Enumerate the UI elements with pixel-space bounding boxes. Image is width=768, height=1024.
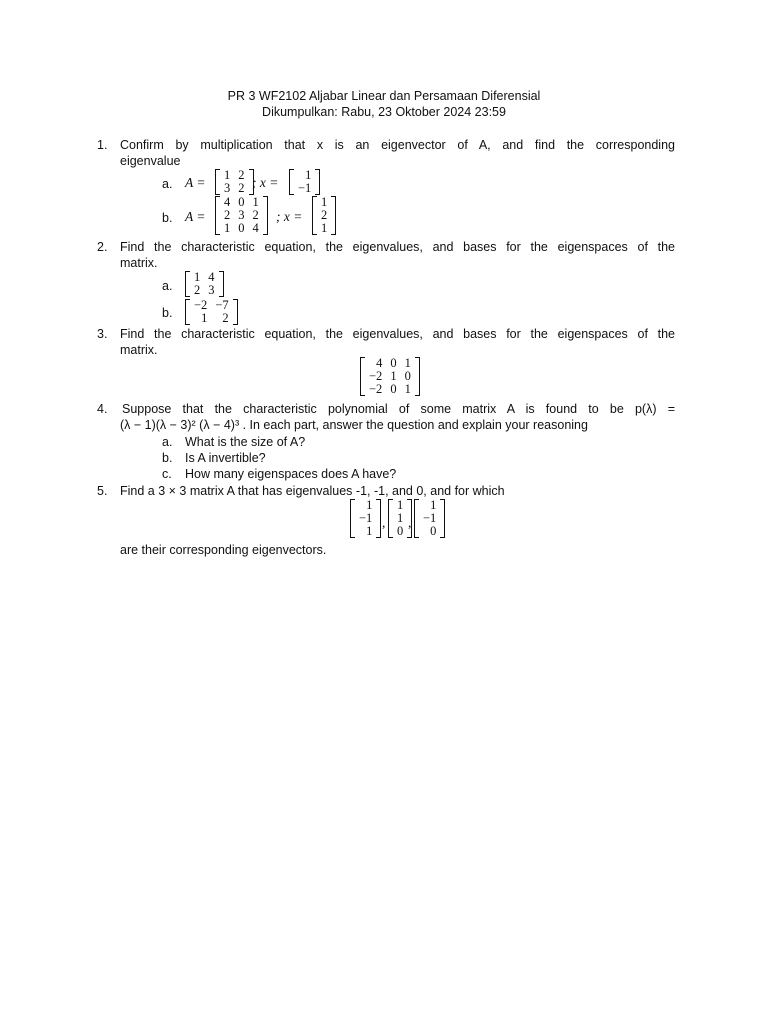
q4a-label: a.: [162, 435, 173, 449]
q3-number: 3.: [97, 327, 108, 341]
matrix-entry: 1: [404, 382, 411, 396]
q1b-matrix-A: [215, 196, 268, 235]
q5-eigenvector-1: [350, 499, 381, 538]
q1a-matrix-A: [215, 169, 254, 195]
matrix-entry: 0: [390, 382, 397, 396]
matrix-entry: −2: [369, 369, 383, 383]
q2-number: 2.: [97, 240, 108, 254]
q5-number: 5.: [97, 484, 108, 498]
matrix-entry: 4: [376, 356, 383, 370]
q4c-text: How many eigenspaces does A have?: [185, 467, 397, 481]
matrix-entry: 1: [397, 511, 404, 525]
q2a-matrix: [185, 271, 224, 297]
q3-text-line2: matrix.: [120, 343, 158, 357]
q3-matrix: [360, 357, 420, 396]
q5-text-line2: are their corresponding eigenvectors.: [120, 543, 327, 557]
matrix-entry: 2: [252, 208, 259, 222]
q2b-matrix: [185, 299, 238, 325]
matrix-entry: −2: [369, 382, 383, 396]
matrix-entry: −1: [359, 511, 373, 525]
matrix-entry: 3: [238, 208, 245, 222]
q4-text-line1: Suppose that the characteristic polynomial of some matrix A is found to be p(λ) =: [122, 402, 675, 416]
matrix-entry: 2: [222, 311, 229, 325]
matrix-entry: 1: [404, 356, 411, 370]
matrix-entry: −7: [215, 298, 229, 312]
matrix-entry: 1: [390, 369, 397, 383]
document-title: PR 3 WF2102 Aljabar Linear dan Persamaan Diferensial: [227, 89, 541, 103]
matrix-entry: 2: [194, 283, 201, 297]
matrix-entry: 1: [366, 524, 373, 538]
matrix-entry: −1: [423, 511, 437, 525]
matrix-entry: 0: [390, 356, 397, 370]
matrix-entry: −2: [194, 298, 208, 312]
matrix-entry: 0: [238, 195, 245, 209]
matrix-entry: 1: [224, 168, 231, 182]
q2b-label: b.: [162, 306, 173, 320]
q3-text-line1: Find the characteristic equation, the eigenvalues, and bases for the eigenspaces of the: [120, 327, 675, 341]
q5-eigenvector-3: [414, 499, 445, 538]
q2a-label: a.: [162, 279, 173, 293]
matrix-entry: 1: [194, 270, 201, 284]
matrix-entry: 1: [397, 498, 404, 512]
matrix-entry: 2: [224, 208, 231, 222]
q1b-label: b.: [162, 211, 173, 225]
matrix-entry: 1: [201, 311, 208, 325]
matrix-entry: 1: [366, 498, 373, 512]
matrix-entry: 4: [208, 270, 215, 284]
q1-text-line1: Confirm by multiplication that x is an eigenvector of A, and find the corresponding: [120, 138, 675, 152]
q1a-x-eq: ; x =: [252, 175, 279, 190]
matrix-entry: 4: [224, 195, 231, 209]
q4a-text: What is the size of A?: [185, 435, 306, 449]
matrix-entry: 1: [321, 221, 328, 235]
matrix-entry: 3: [208, 283, 215, 297]
matrix-entry: 0: [238, 221, 245, 235]
q1-number: 1.: [97, 138, 108, 152]
q1a-A-eq: A =: [185, 175, 206, 190]
q1b-x-eq: ; x =: [276, 209, 303, 224]
q1-text-line2: eigenvalue: [120, 154, 181, 168]
matrix-entry: 0: [430, 524, 437, 538]
matrix-entry: 2: [238, 168, 245, 182]
matrix-entry: 3: [224, 181, 231, 195]
matrix-entry: 0: [397, 524, 404, 538]
q1b-vector-x: [312, 196, 336, 235]
due-date: Dikumpulkan: Rabu, 23 Oktober 2024 23:59: [262, 105, 506, 119]
matrix-entry: −1: [298, 181, 312, 195]
matrix-entry: 2: [238, 181, 245, 195]
q5-separator-1: ,: [382, 515, 386, 530]
q2-text-line1: Find the characteristic equation, the eigenvalues, and bases for the eigenspaces of the: [120, 240, 675, 254]
q4c-label: c.: [162, 467, 172, 481]
q1a-vector-x: [289, 169, 320, 195]
matrix-entry: 1: [430, 498, 437, 512]
matrix-entry: 1: [305, 168, 312, 182]
q1b-A-eq: A =: [185, 209, 206, 224]
matrix-entry: 1: [252, 195, 259, 209]
q4b-text: Is A invertible?: [185, 451, 266, 465]
q5-text-line1: Find a 3 × 3 matrix A that has eigenvalues -1, -1, and 0, and for which: [120, 484, 505, 498]
matrix-entry: 2: [321, 208, 328, 222]
q2-text-line2: matrix.: [120, 256, 158, 270]
matrix-entry: 0: [404, 369, 411, 383]
q4b-label: b.: [162, 451, 173, 465]
q4-text-line2: (λ − 1)(λ − 3)² (λ − 4)³ . In each part, answer the question and explain your reasoning: [120, 418, 588, 432]
q5-separator-2: ,: [408, 515, 412, 530]
q4-number: 4.: [97, 402, 108, 416]
matrix-entry: 1: [321, 195, 328, 209]
matrix-entry: 4: [252, 221, 259, 235]
matrix-entry: 1: [224, 221, 231, 235]
q1a-label: a.: [162, 177, 173, 191]
